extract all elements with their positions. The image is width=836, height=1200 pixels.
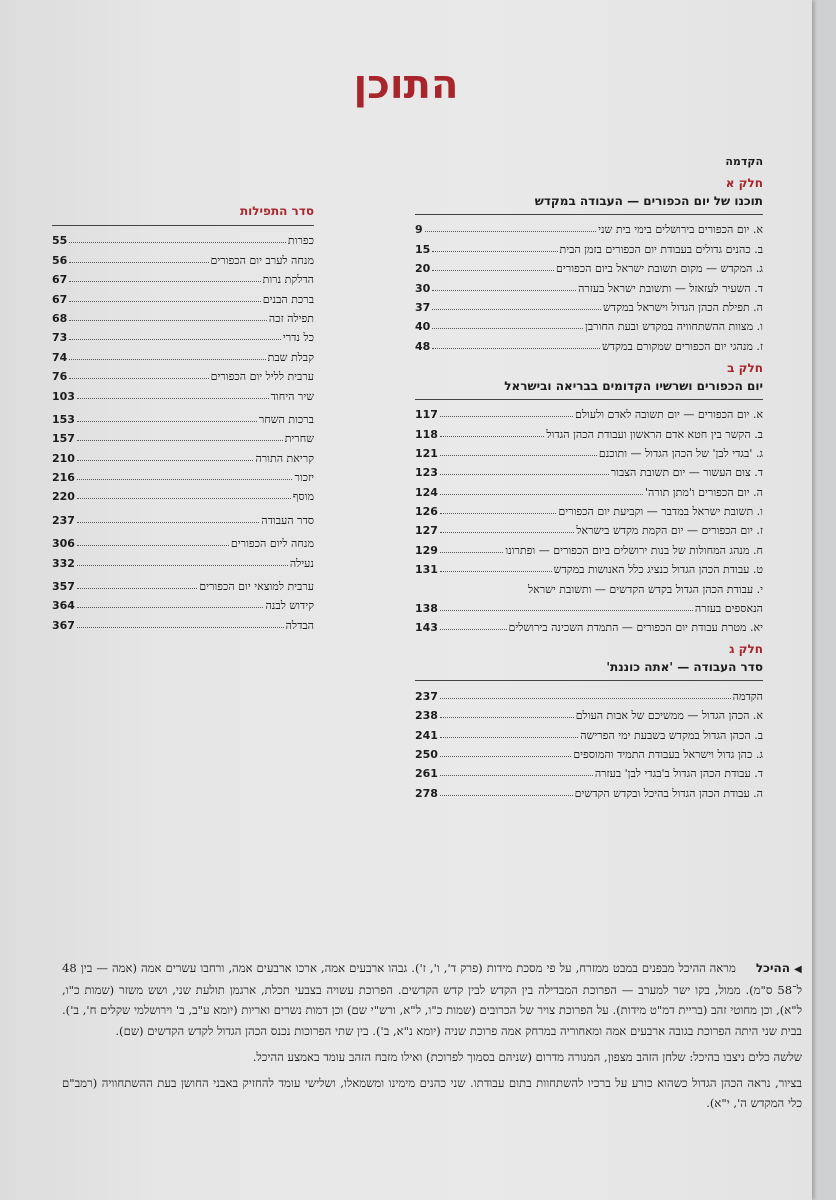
- image-caption: [62, 958, 802, 1119]
- dot-leader: [69, 301, 260, 302]
- dot-leader: [440, 775, 593, 776]
- dot-leader: [69, 359, 265, 360]
- toc-entry-label: שחרית: [284, 432, 314, 446]
- toc-entry-page: 143: [415, 621, 438, 635]
- dot-leader: [77, 588, 197, 589]
- toc-entry-page: 68: [52, 311, 68, 325]
- toc-entry-label: קידוש לבנה: [265, 599, 314, 613]
- dot-leader: [69, 378, 208, 379]
- toc-entry: [415, 421, 763, 440]
- toc-entry-page: 216: [52, 471, 75, 485]
- toc-entry-label: ערבית למוצאי יום הכפורים: [199, 580, 314, 594]
- dot-leader: [440, 717, 574, 718]
- toc-entry: [415, 460, 763, 479]
- toc-entry: [415, 441, 763, 460]
- toc-entry-page: 30: [415, 281, 431, 295]
- toc-entry-page: 126: [415, 505, 438, 519]
- toc-entry-label: יזכור: [294, 471, 314, 485]
- toc-entry: [52, 465, 314, 484]
- toc-entry-label: ג. המקדש — מקום תשובת ישראל ביום הכפורים: [556, 262, 763, 276]
- toc-entry-page: 237: [415, 689, 438, 703]
- toc-entry-label: מנחה ליום הכפורים: [230, 537, 314, 551]
- toc-entry-page: 76: [52, 370, 68, 384]
- toc-entry: [415, 333, 763, 352]
- toc-entry-page: 40: [415, 320, 431, 334]
- toc-entry-label: ד. השעיר לעזאזל — ותשובת ישראל בעזרה: [578, 281, 763, 295]
- dot-leader: [432, 328, 583, 329]
- dot-leader: [432, 270, 554, 271]
- toc-entry-label: סדר העבודה: [261, 513, 314, 527]
- dot-leader: [440, 552, 503, 553]
- toc-entry-page: 15: [415, 242, 431, 256]
- toc-entry: [52, 531, 314, 550]
- toc-entry: [52, 228, 314, 247]
- toc-entry: [415, 742, 763, 761]
- toc-entry-label: כפרות: [287, 234, 314, 248]
- toc-entry-page: 123: [415, 466, 438, 480]
- toc-entry-label: ו. מצוות ההשתחוויה במקדש ובעת החורבן: [585, 320, 763, 334]
- toc-entry-label: ערבית לליל יום הכפורים: [210, 370, 314, 384]
- toc-entry-page: 220: [52, 490, 75, 504]
- toc-part: [415, 361, 763, 635]
- toc-entry: [415, 295, 763, 314]
- toc-entry-page: 118: [415, 427, 438, 441]
- part-title: סדר העבודה — 'אתה כוננת': [606, 660, 763, 675]
- toc-entry-page: 55: [52, 234, 68, 248]
- toc-entry: [52, 344, 314, 363]
- toc-part: [415, 642, 763, 799]
- toc-entry: [415, 314, 763, 333]
- dot-leader: [77, 398, 269, 399]
- toc-entry: [415, 479, 763, 498]
- dot-leader: [69, 262, 208, 263]
- part-title: תוכנו של יום הכפורים — העבודה במקדש: [534, 194, 763, 208]
- toc-entry: [52, 364, 314, 383]
- toc-entry-page: 138: [415, 602, 438, 616]
- toc-entry-label: קבלת שבת: [267, 350, 314, 364]
- toc-entry-label: ז. יום הכפורים — יום הקמת מקדש בישראל: [576, 524, 763, 538]
- toc-entry-label: ה. עבודת הכהן הגדול בהיכל ובקדש הקדשים: [574, 786, 763, 800]
- toc-entry-label: כל נדרי: [282, 331, 314, 345]
- toc-entry-label: ה. יום הכפורים ו'מתן תורה': [645, 485, 763, 499]
- dot-leader: [440, 698, 731, 699]
- dot-leader: [77, 607, 264, 608]
- toc-entry-page: 9: [415, 223, 423, 237]
- toc-entry: [52, 593, 314, 612]
- toc-entry: [415, 537, 763, 556]
- caption-heading: ההיכל: [755, 961, 790, 975]
- toc-entry-label: תפילה זכה: [268, 311, 314, 325]
- toc-entry-page: 332: [52, 556, 75, 570]
- dot-leader: [440, 455, 597, 456]
- toc-entry-label: א. הכהן הגדול — ממשיכם של אבות העולם: [575, 709, 763, 723]
- toc-entry-label: ב. הכהן הגדול במקדש בשבעת ימי הפרישה: [580, 728, 763, 742]
- toc-entry: [415, 275, 763, 294]
- toc-entry-page: 56: [52, 253, 68, 267]
- toc-entry-label: א. יום הכפורים בירושלים בימי בית שני: [598, 223, 763, 237]
- dot-leader: [69, 242, 286, 243]
- dot-leader: [77, 498, 291, 499]
- toc-entry: [415, 722, 763, 741]
- toc-entry-label: ד. עבודת הכהן הגדול ב'בגדי לבן' בעזרה: [594, 767, 763, 781]
- toc-entry-label: ברכות השחר: [258, 412, 314, 426]
- toc-entry: [415, 402, 763, 421]
- toc-entry-label: ברכת הבנים: [262, 292, 314, 306]
- toc-entry-page: 131: [415, 563, 438, 577]
- toc-entry: [415, 576, 763, 595]
- toc-entry-page: 306: [52, 537, 75, 551]
- dot-leader: [440, 513, 556, 514]
- toc-entry-page: 127: [415, 524, 438, 538]
- dot-leader: [440, 474, 609, 475]
- dot-leader: [432, 251, 557, 252]
- toc-part: [415, 176, 763, 353]
- dot-leader: [77, 627, 284, 628]
- toc-entry-page: 238: [415, 709, 438, 723]
- toc-entry-page: 261: [415, 767, 438, 781]
- toc-entry-page: 129: [415, 543, 438, 557]
- toc-entry: [52, 407, 314, 426]
- toc-entry: [52, 306, 314, 325]
- toc-entry-page: 157: [52, 432, 75, 446]
- dot-leader: [77, 565, 288, 566]
- dot-leader: [77, 440, 283, 441]
- toc-entry: [52, 426, 314, 445]
- toc-entry: [52, 612, 314, 631]
- part-entry-list: [415, 399, 763, 635]
- toc-entry: [52, 286, 314, 305]
- toc-entry-label: ד. צום העשור — יום תשובת הצבור: [610, 466, 763, 480]
- toc-entry-page: 241: [415, 728, 438, 742]
- toc-entry-label: א. יום הכפורים — יום תשובה לאדם ולעולם: [575, 408, 763, 422]
- toc-entry: [52, 445, 314, 464]
- prayers-list: [52, 225, 314, 632]
- toc-entry: [52, 574, 314, 593]
- dot-leader: [77, 522, 259, 523]
- parts-container: [415, 176, 763, 800]
- toc-entry: [415, 596, 763, 615]
- toc-entry: [415, 236, 763, 255]
- dot-leader: [440, 610, 693, 611]
- toc-entry: [415, 683, 763, 702]
- toc-entry: [415, 518, 763, 537]
- toc-entry: [52, 383, 314, 402]
- toc-entry: [415, 217, 763, 236]
- toc-entry: [415, 615, 763, 634]
- toc-entry-label: ג. כהן גדול וישראל בעבודת התמיד והמוספים: [573, 747, 763, 761]
- intro-heading: הקדמה: [725, 155, 763, 168]
- toc-entry-page: 121: [415, 446, 438, 460]
- toc-entry: [52, 484, 314, 503]
- toc-entry: [52, 247, 314, 266]
- dot-leader: [440, 416, 573, 417]
- toc-entry-page: 250: [415, 747, 438, 761]
- toc-entry-page: 48: [415, 339, 431, 353]
- toc-entry-page: 278: [415, 786, 438, 800]
- toc-entry-label: ב. הקשר בין חטא אדם הראשון ועבודת הכהן הגדול: [546, 427, 763, 441]
- toc-entry: [415, 256, 763, 275]
- toc-entry-page: 364: [52, 599, 75, 613]
- toc-entry-page: 74: [52, 350, 68, 364]
- contents-parts-column: [415, 155, 763, 800]
- toc-entry-label: שיר היחוד: [270, 389, 314, 403]
- toc-entry-label: הבדלה: [285, 618, 314, 632]
- dot-leader: [432, 290, 576, 291]
- toc-entry: [415, 499, 763, 518]
- toc-entry: [415, 557, 763, 576]
- dot-leader: [77, 460, 253, 461]
- dot-leader: [77, 479, 292, 480]
- toc-entry-label: ב. כהנים גדולים בעבודת יום הכפורים בזמן הבית: [559, 242, 763, 256]
- toc-entry-label: מוסף: [292, 490, 314, 504]
- toc-entry-page: 357: [52, 580, 75, 594]
- part-label: חלק א: [725, 176, 763, 190]
- toc-entry-label: יא. מטרת עבודת יום הכפורים — התמדת השכינה בירושלים: [508, 621, 763, 635]
- dot-leader: [440, 737, 578, 738]
- toc-entry-page: 153: [52, 412, 75, 426]
- dot-leader: [440, 436, 544, 437]
- part-entry-list: [415, 214, 763, 353]
- dot-leader: [425, 231, 596, 232]
- toc-entry: [52, 507, 314, 526]
- prayers-heading: סדר התפילות: [239, 204, 314, 218]
- toc-entry-page: 67: [52, 292, 68, 306]
- toc-entry: [52, 325, 314, 344]
- dot-leader: [432, 348, 600, 349]
- toc-entry-page: 37: [415, 300, 431, 314]
- toc-entry-page: 117: [415, 408, 438, 422]
- toc-entry-page: 124: [415, 485, 438, 499]
- toc-entry-label: מנחה לערב יום הכפורים: [210, 253, 314, 267]
- toc-entry-label: הדלקת נרות: [262, 273, 314, 287]
- dot-leader: [69, 339, 281, 340]
- toc-entry: [415, 780, 763, 799]
- part-label: חלק ב: [727, 360, 763, 375]
- part-label: חלק ג: [729, 642, 763, 657]
- toc-entry-page: 237: [52, 513, 75, 527]
- dot-leader: [440, 756, 571, 757]
- dot-leader: [69, 320, 267, 321]
- caption-paragraph: שלשה כלים ניצבו בהיכל: שלחן הזהב מצפון, המנורה מדרום (שניהם בסמוך לפרוכת) ואילו מזבח הזהב עומד באמצע ההיכל.: [252, 1049, 802, 1064]
- toc-entry-label: ח. מנהג המחולות של בנות ירושלים ביום הכפורים — ופתרונו: [505, 543, 763, 557]
- toc-entry-label: ה. תפילת הכהן הגדול וישראל במקדש: [603, 300, 763, 314]
- dot-leader: [440, 494, 643, 495]
- caption-paragraph: בציור, נראה הכהן הגדול כשהוא כורע על ברכיו להשתחוות בתום עבודתו. שני כהנים מימינו ומשמאלו, ושלישי עומד להחזיק באבני החושן בעת ההשתחוויה (רמב"ם כלי המקדש ה', י"א).: [62, 1076, 802, 1111]
- dot-leader: [69, 281, 260, 282]
- dot-leader: [432, 309, 601, 310]
- toc-entry-page: 20: [415, 262, 431, 276]
- toc-entry-page: 210: [52, 451, 75, 465]
- dot-leader: [440, 571, 552, 572]
- toc-entry-page: 67: [52, 273, 68, 287]
- toc-entry-label: ו. תשובת ישראל במדבר — וקביעת יום הכפורים: [558, 505, 763, 519]
- caption-text: מראה ההיכל מבפנים במבט ממזרח, על פי מסכת מידות (פרק ד', ו', ז'). גבהו ארבעים אמה, ארכו ארבעים אמה, ורחבו עשרים אמה (אמה — בין 48 ל־58 ס"מ). ממול, בקו ישר למערב — הפרוכת המבדילה בין הקדש לבין קדש הקדשים. הפרוכת עשויה בצבעי תכלת, ארגמן תולעת שני, ושש משזר (שמות כ"ו, ל"א), וכן מחוטי זהב (בריית דמ"ט מידות). על הפרוכת צויר של הכרובים (שמות כ"ו, ל"א, ורש"י שם) וכן דמות נשרים ואריות (יומא ע"ב, ב' וירושלמי שקלים ח', ב'). בבית שני היתה הפרוכת בגובה ארבעים אמה ומאחוריה במרחק אמה פרוכת שניה (יומא נ"א, ב'). בין שתי הפרוכות נכנס הכהן הגדול לקדש הקדשים (שם).: [62, 961, 802, 1038]
- toc-entry-page: 103: [52, 389, 75, 403]
- toc-entry-label: הנאספים בעזרה: [694, 602, 763, 616]
- toc-entry: [415, 703, 763, 722]
- toc-entry-label: ז. מנהגי יום הכפורים שמקורם במקדש: [601, 339, 763, 353]
- toc-entry: [415, 761, 763, 780]
- toc-entry-label: ט. עבודת הכהן הגדול כנציג כלל האנושות במקדש: [553, 563, 763, 577]
- toc-entry-label: י. עבודת הכהן הגדול בקדש הקדשים — ותשובת ישראל: [527, 582, 763, 596]
- toc-entry-label: ג. 'בגדי לבן' של הכהן הגדול — ותוכנם: [598, 446, 763, 460]
- toc-entry: [52, 267, 314, 286]
- dot-leader: [440, 532, 574, 533]
- toc-entry-label: הקדמה: [732, 689, 763, 703]
- toc-entry-label: קריאת התורה: [255, 451, 314, 465]
- prayers-column: [52, 204, 314, 632]
- caption-paragraph: [62, 958, 802, 1041]
- part-title: יום הכפורים ושרשיו הקדומים בבריאה ובישראל: [504, 378, 763, 393]
- dot-leader: [440, 795, 573, 796]
- dot-leader: [77, 421, 257, 422]
- toc-entry: [52, 550, 314, 569]
- dot-leader: [440, 629, 507, 630]
- part-entry-list: [415, 680, 763, 799]
- page-title: התוכן: [353, 62, 459, 108]
- arrow-left-icon: ◀: [793, 964, 802, 975]
- toc-entry-page: 367: [52, 618, 75, 632]
- toc-entry-label: נעילה: [289, 556, 314, 570]
- toc-entry-page: 73: [52, 331, 68, 345]
- dot-leader: [77, 545, 229, 546]
